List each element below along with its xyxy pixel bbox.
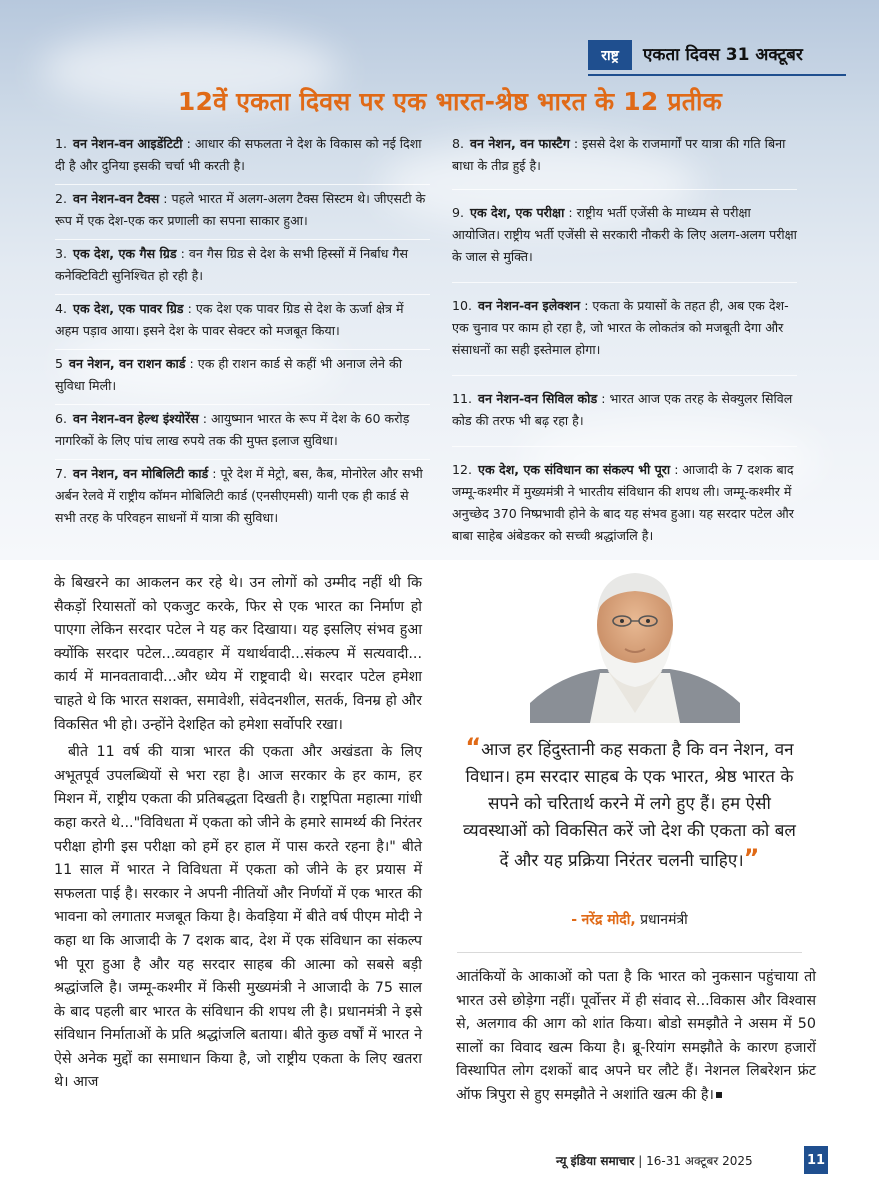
symbol-item: 7. वन नेशन, वन मोबिलिटी कार्ड : पूरे देश में मेट्रो, बस, कैब, मोनोरेल और सभी अर्बन रेलवे में राष्ट्रीय कॉमन मोबिलिटी कार्ड (एनसीएमसी) यानी एक ही कार्ड से सभी तरह के परिवहन साधनों में यात्रा की सुविधा। xyxy=(55,466,423,525)
symbol-item: 8. वन नेशन, वन फास्टैग : इससे देश के राजमार्गों पर यात्रा की गति बिना बाधा के तीव्र हुई है। xyxy=(452,130,797,190)
quote-divider xyxy=(457,952,802,953)
publication-name: न्यू इंडिया समाचार xyxy=(556,1154,635,1168)
article-paragraph: के बिखरने का आकलन कर रहे थे। उन लोगों को उम्मीद नहीं थी कि सैकड़ों रियासतों को एकजुट करके, फिर से एक भारत का निर्माण हो पाएगा लेकिन सरदार पटेल ने यह कर दिखाया। यह इसलिए संभव हुआ क्योंकि सरदार पटेल...व्यवहार में यथार्थवादी...संकल्प में सत्यवादी... कार्य में मानवतावादी...और ध्येय में राष्ट्रवादी थे। सरदार पटेल हमेशा चाहते थे कि भारत सशक्त, समावेशी, संवेदनशील, सतर्क, विनम्र हो और विकसित भी हो। उन्होंने देशहित को हमेशा सर्वोपरि रखा। xyxy=(54,575,422,733)
page-footer: न्यू इंडिया समाचार | 16-31 अक्टूबर 2025 xyxy=(556,1154,753,1168)
article-paragraph: बीते 11 वर्ष की यात्रा भारत की एकता और अखंडता के लिए अभूतपूर्व उपलब्धियों से भरा रहा है। आज सरकार के हर काम, हर मिशन में, राष्ट्रीय एकता की प्रतिबद्धता दिखती है। राष्ट्रपिता महात्मा गांधी कहा करते थे..."विविधता में एकता को जीने के हमारे सामर्थ्य की निरंतर परीक्षा होगी इस परीक्षा को हमें हर हाल में पास करते रहना है।" बीते 11 साल में भारत ने विविधता में एकता को जीने के हर प्रयास में सफलता पाई है। सरकार ने अपनी नीतियों और निर्णयों में एक भारत की भावना को लगातार मजबूत किया है। केवड़िया में बीते वर्ष पीएम मोदी ने कहा था कि आजादी के 7 दशक बाद, देश में एक संविधान का संकल्प भी पूरा हुआ है और यह सरदार साहब की आत्मा को सबसे बड़ी श्रद्धांजलि है। जम्मू-कश्मीर में किसी मुख्यमंत्री ने आजादी के 75 साल के बाद पहली बार भारत के संविधान की शपथ ली है। प्रधानमंत्री ने इसे संविधान निर्माताओं के प्रति श्रद्धांजलि बताया। बीते कुछ वर्षों में भारत ने ऐसे अनेक मुद्दों का समाधान किया है, जो राष्ट्रीय एकता के लिए खतरा थे। आज xyxy=(54,744,422,1091)
article-paragraph: आतंकियों के आकाओं को पता है कि भारत को नुकसान पहुंचाया तो भारत उसे छोड़ेगा नहीं। पूर्वोत्तर में ही संवाद से...विकास और विश्वास से, अलगाव की आग को शांत किया। बोडो समझौते ने असम में 50 सालों का विवाद खत्म किया है। ब्रू-रियांग समझौते के कारण हजारों विस्थापित लोग दशकों बाद अपने घर लौटे हैं। नेशनल लिबरेशन फ्रंट ऑफ त्रिपुरा से हुए समझौते ने अशांति खत्म की है। xyxy=(456,969,816,1103)
section-label: राष्ट्र xyxy=(588,40,632,70)
symbol-item: 9. एक देश, एक परीक्षा : राष्ट्रीय भर्ती एजेंसी के माध्यम से परीक्षा आयोजित। राष्ट्रीय भर्ती एजेंसी से सरकारी नौकरी के लिए अलग-अलग परीक्षा के जाल से मुक्ति। xyxy=(452,190,797,283)
article-column-left xyxy=(54,572,422,1099)
symbol-item: 2. वन नेशन-वन टैक्स : पहले भारत में अलग-अलग टैक्स सिस्टम थे। जीएसटी के रूप में एक देश-एक कर प्रणाली का सपना साकार हुआ। xyxy=(55,185,430,240)
page-number: 11 xyxy=(804,1146,828,1174)
quote-attribution: - नरेंद्र मोदी, प्रधानमंत्री xyxy=(571,912,688,928)
article-column-right xyxy=(456,966,816,1108)
symbols-list-left xyxy=(55,130,430,536)
close-quote-mark: ” xyxy=(743,844,760,872)
end-mark xyxy=(716,1092,722,1098)
symbol-item: 3. एक देश, एक गैस ग्रिड : वन गैस ग्रिड से देश के सभी हिस्सों में निर्बाध गैस कनेक्टिविटी सुनिश्चित हो रही है। xyxy=(55,240,430,295)
section-rule xyxy=(588,74,846,76)
symbol-item: 4. एक देश, एक पावर ग्रिड : एक देश एक पावर ग्रिड से देश के ऊर्जा क्षेत्र में अहम पड़ाव आया। इसने देश के पावर सेक्टर को मजबूत किया। xyxy=(55,295,430,350)
issue-date: 16-31 अक्टूबर 2025 xyxy=(646,1154,753,1168)
prime-minister-portrait xyxy=(530,563,740,723)
quote-text: आज हर हिंदुस्तानी कह सकता है कि वन नेशन, वन विधान। हम सरदार साहब के एक भारत, श्रेष्ठ भारत के सपने को चरितार्थ करने में लगे हुए हैं। हम ऐसी व्यवस्थाओं को विकसित करें जो देश की एकता को बल दें और यह प्रक्रिया निरंतर चलनी चाहिए। xyxy=(463,740,796,871)
symbol-item: 1. वन नेशन-वन आइडेंटिटी : आधार की सफलता ने देश के विकास को नई दिशा दी है और दुनिया इसकी चर्चा भी करती है। xyxy=(55,130,430,185)
quote-author: नरेंद्र मोदी, xyxy=(581,912,636,928)
section-topic: एकता दिवस 31 अक्टूबर xyxy=(643,45,803,65)
symbols-list-right xyxy=(452,130,797,553)
page-headline: 12वें एकता दिवस पर एक भारत-श्रेष्ठ भारत के 12 प्रतीक xyxy=(177,87,723,116)
symbol-item: 10. वन नेशन-वन इलेक्शन : एकता के प्रयासों के तहत ही, अब एक देश-एक चुनाव पर काम हो रहा है, जो भारत के लोकतंत्र को मजबूती देगा और संसाधनों का सही इस्तेमाल होगा। xyxy=(452,283,797,376)
symbol-item: 6. वन नेशन-वन हेल्थ इंश्योरेंस : आयुष्मान भारत के रूप में देश के 60 करोड़ नागरिकों के लिए पांच लाख रुपये तक की मुफ्त इलाज सुविधा। xyxy=(55,405,430,460)
quote-author-role: प्रधानमंत्री xyxy=(640,912,688,928)
symbol-item: 11. वन नेशन-वन सिविल कोड : भारत आज एक तरह के सेक्युलर सिविल कोड की तरफ भी बढ़ रहा है। xyxy=(452,376,797,447)
open-quote-mark: “ xyxy=(465,733,482,761)
symbol-item: 5 वन नेशन, वन राशन कार्ड : एक ही राशन कार्ड से कहीं भी अनाज लेने की सुविधा मिली। xyxy=(55,350,430,405)
pull-quote xyxy=(457,734,802,875)
symbol-item: 12. एक देश, एक संविधान का संकल्प भी पूरा : आजादी के 7 दशक बाद जम्मू-कश्मीर में मुख्यमंत्री ने भारतीय संविधान की शपथ ली। जम्मू-कश्मीर में अनुच्छेद 370 निष्प्रभावी होने के बाद यह संभव हुआ। यह सरदार पटेल और बाबा साहेब अंबेडकर को सच्ची श्रद्धांजलि है। xyxy=(452,462,794,543)
